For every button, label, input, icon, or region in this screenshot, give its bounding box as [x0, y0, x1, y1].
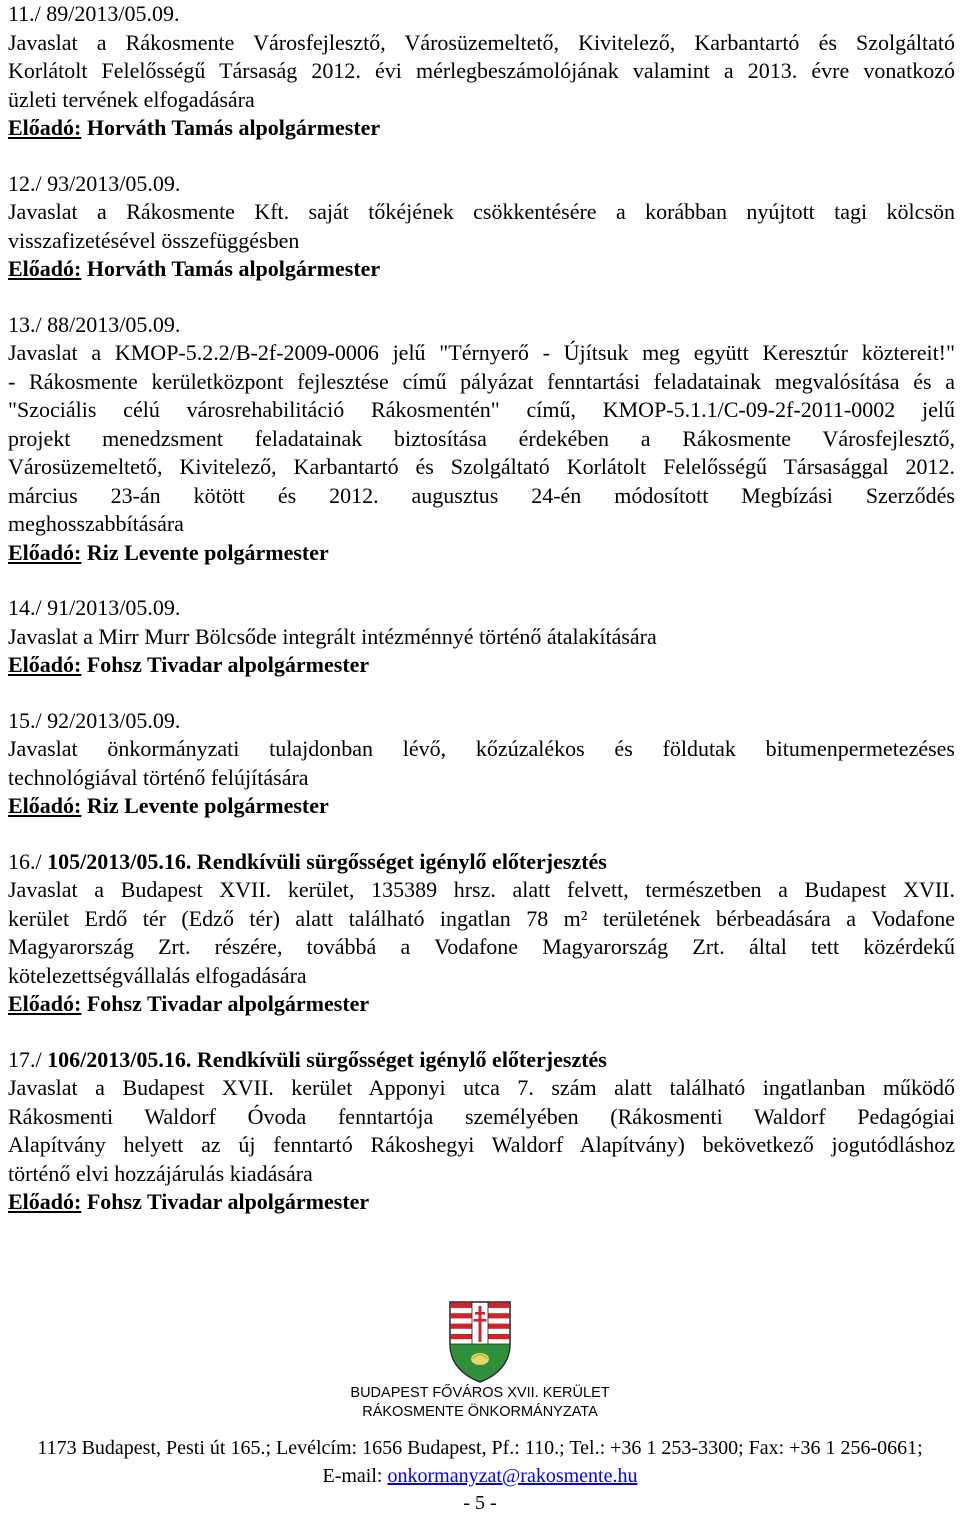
urgency-note: Rendkívüli sürgősséget igénylő előterjesztés: [196, 1046, 607, 1072]
body-line: Magyarország Zrt. részére, továbbá a Vodafone Magyarország Zrt. által tett közérdekű: [8, 934, 955, 959]
presenter-label: Előadó:: [8, 115, 82, 140]
footer-address: 1173 Budapest, Pesti út 165.; Levélcím: 1656 Budapest, Pf.: 110.; Tel.: +36 1 253-3300; Fax: +36 1 256-0661;: [37, 1437, 923, 1459]
presenter-line: [8, 255, 955, 284]
body-line: Javaslat a Mirr Murr Bölcsőde integrált intézménnyé történő átalakítására: [8, 623, 657, 649]
item-header: [8, 594, 955, 623]
body-line: Javaslat a Rákosmente Városfejlesztő, Városüzemeltető, Kivitelező, Karbantartó és Szolgáltató: [8, 29, 955, 55]
body-line: Javaslat a Rákosmente Kft. saját tőkéjének csökkentésére a korábban nyújtott tagi kölcsön: [8, 199, 955, 224]
body-line: Javaslat a Budapest XVII. kerület Apponyi utca 7. szám alatt található ingatlanban működő: [8, 1075, 955, 1100]
item-number: 16./: [8, 848, 42, 874]
item-reference: 92/2013/05.09.: [47, 707, 181, 733]
body-line: Javaslat önkormányzati tulajdonban lévő, kőzúzalékos és földutak bitumenpermetezéses: [8, 736, 955, 761]
item-header: [8, 707, 955, 736]
body-line: projekt menedzsment feladatainak biztosítása érdekében a Rákosmente Városfejlesztő,: [8, 425, 955, 451]
body-line: Javaslat a KMOP-5.2.2/B-2f-2009-0006 jelű "Térnyerő - Újítsuk meg együtt Keresztúr köztereit!": [8, 340, 955, 365]
item-header: [8, 170, 955, 199]
item-number: 11./: [8, 1, 41, 26]
item-header: [8, 0, 955, 29]
presenter-name: Riz Levente polgármester: [86, 539, 329, 565]
org-name-line2: RÁKOSMENTE ÖNKORMÁNYZATA: [362, 1404, 598, 1420]
email-label: E-mail:: [322, 1465, 383, 1487]
item-header: [8, 848, 955, 877]
page-number: - 5 -: [463, 1492, 497, 1514]
coat-of-arms-icon: [446, 1298, 514, 1386]
agenda-item-14: [8, 594, 955, 680]
presenter-line: [8, 792, 955, 821]
presenter-name: Fohsz Tivadar alpolgármester: [86, 1189, 370, 1214]
item-reference: 88/2013/05.09.: [47, 311, 181, 337]
presenter-label: Előadó:: [8, 1189, 82, 1214]
presenter-label: Előadó:: [8, 652, 82, 677]
item-reference: 89/2013/05.09.: [46, 1, 180, 26]
presenter-line: [8, 651, 955, 680]
presenter-name: Fohsz Tivadar alpolgármester: [86, 991, 370, 1016]
presenter-label: Előadó:: [8, 539, 82, 565]
body-line: kötelezettségvállalás elfogadására: [8, 962, 307, 988]
body-line: technológiával történő felújítására: [8, 764, 309, 790]
agenda-item-11: [8, 0, 955, 143]
item-header: [8, 311, 955, 340]
body-line: Rákosmenti Waldorf Óvoda fenntartója személyében (Rákosmenti Waldorf Pedagógiai: [8, 1103, 955, 1129]
presenter-line: [8, 114, 955, 143]
agenda-item-16: [8, 848, 955, 1019]
presenter-label: Előadó:: [8, 793, 82, 818]
email-link[interactable]: onkormanyzat@rakosmente.hu: [387, 1465, 638, 1487]
body-line: kerület Erdő tér (Edző tér) alatt található ingatlan 78 m² területének bérbeadására a Vodafone: [8, 905, 955, 931]
item-number: 12./: [8, 170, 42, 196]
body-line: Javaslat a Budapest XVII. kerület, 135389 hrsz. alatt felvett, természetben a Budapest XVII.: [8, 877, 955, 902]
agenda-item-15: [8, 707, 955, 821]
body-line: - Rákosmente kerületközpont fejlesztése című pályázat fenntartási feladatainak megvalósítása és a: [8, 368, 955, 394]
item-reference: 93/2013/05.09.: [47, 170, 181, 196]
item-number: 13./: [8, 311, 42, 337]
body-line: március 23-án kötött és 2012. augusztus 24-én módosított Megbízási Szerződés: [8, 482, 955, 508]
presenter-name: Fohsz Tivadar alpolgármester: [86, 652, 370, 677]
item-reference: 105/2013/05.16.: [47, 848, 192, 874]
item-number: 14./: [8, 595, 42, 620]
presenter-line: [8, 990, 955, 1019]
presenter-name: Riz Levente polgármester: [86, 793, 329, 818]
agenda-item-13: [8, 311, 955, 568]
agenda-item-17: [8, 1046, 955, 1217]
agenda-document: [8, 0, 955, 1244]
body-line: "Szociális célú városrehabilitáció Rákosmentén" című, KMOP-5.1.1/C-09-2f-2011-0002 jelű: [8, 397, 955, 422]
presenter-name: Horváth Tamás alpolgármester: [86, 115, 381, 140]
body-line: Alapítvány helyett az új fenntartó Rákoshegyi Waldorf Alapítvány) bekövetkező jogutódláshoz: [8, 1132, 955, 1157]
item-reference: 91/2013/05.09.: [47, 595, 181, 620]
presenter-label: Előadó:: [8, 256, 82, 281]
org-name-line1: BUDAPEST FŐVÁROS XVII. KERÜLET: [350, 1385, 610, 1401]
body-line: Korlátolt Felelősségű Társaság 2012. évi mérlegbeszámolójának valamint a 2013. évre vonatkozó: [8, 58, 955, 83]
body-line: visszafizetésével összefüggésben: [8, 227, 300, 253]
body-line: Városüzemeltető, Kivitelező, Karbantartó és Szolgáltató Korlátolt Felelősségű Társasággal 2012.: [8, 454, 955, 479]
body-line: történő elvi hozzájárulás kiadására: [8, 1160, 313, 1186]
presenter-label: Előadó:: [8, 991, 82, 1016]
presenter-name: Horváth Tamás alpolgármester: [86, 256, 381, 281]
footer-email-line: [0, 1464, 960, 1488]
item-header: [8, 1046, 955, 1075]
item-number: 15./: [8, 707, 42, 733]
presenter-line: [8, 1188, 955, 1217]
item-reference: 106/2013/05.16.: [47, 1046, 192, 1072]
urgency-note: Rendkívüli sürgősséget igénylő előterjesztés: [196, 848, 607, 874]
agenda-item-12: [8, 170, 955, 284]
item-number: 17./: [8, 1046, 42, 1072]
presenter-line: [8, 539, 955, 568]
body-line: meghosszabbítására: [8, 511, 184, 536]
body-line: üzleti tervének elfogadására: [8, 86, 255, 112]
